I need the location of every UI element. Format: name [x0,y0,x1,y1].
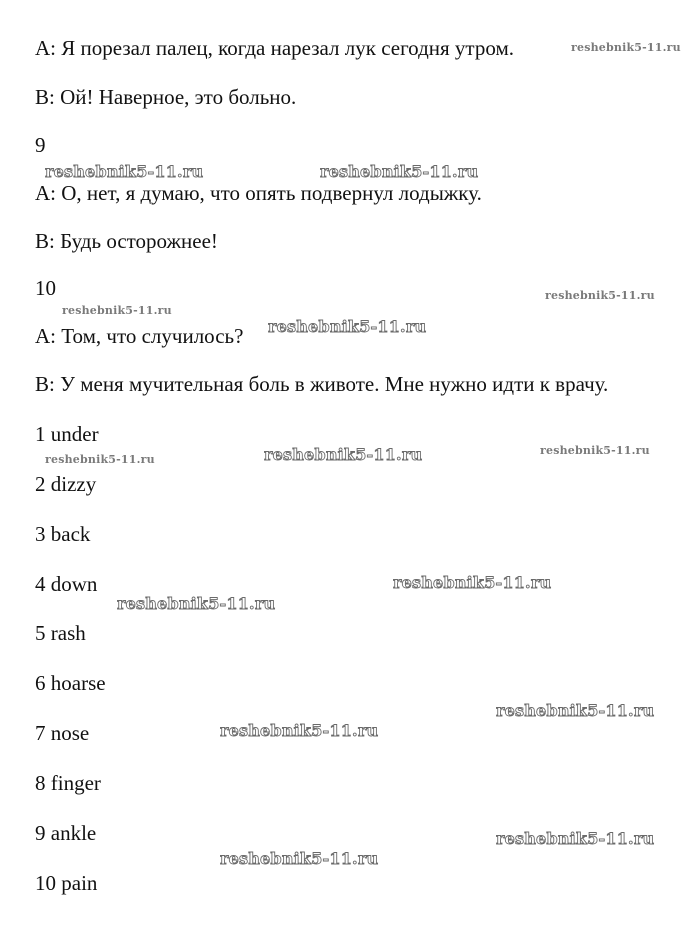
answer-item: 5 rash [35,621,86,645]
watermark: reshebnik5-11.ru [45,453,155,466]
watermark: reshebnik5-11.ru [220,721,379,740]
watermark: reshebnik5-11.ru [545,289,655,302]
answer-item: 2 dizzy [35,472,97,496]
answer-item: 8 finger [35,771,101,795]
answer-item: 4 down [35,572,98,596]
dialogue-line-b-ouch: B: Ой! Наверное, это больно. [35,85,297,109]
exercise-number-9: 9 [35,133,46,157]
watermark: reshebnik5-11.ru [62,304,172,317]
answer-item: 9 ankle [35,821,97,845]
watermark: reshebnik5-11.ru [45,162,204,181]
dialogue-line-a-ankle: A: О, нет, я думаю, что опять подвернул лодыжку. [35,181,482,205]
answer-item: 6 hoarse [35,671,106,695]
dialogue-line-a-tom: A: Том, что случилось? [35,324,244,348]
answer-item: 7 nose [35,721,90,745]
watermark: reshebnik5-11.ru [393,573,552,592]
dialogue-line-b-careful: B: Будь осторожнее! [35,229,218,253]
answer-item: 3 back [35,522,91,546]
watermark: reshebnik5-11.ru [264,445,423,464]
watermark: reshebnik5-11.ru [496,829,655,848]
watermark: reshebnik5-11.ru [320,162,479,181]
watermark: reshebnik5-11.ru [117,594,276,613]
answer-item: 10 pain [35,871,98,895]
watermark: reshebnik5-11.ru [540,444,650,457]
answer-item: 1 under [35,422,99,446]
watermark: reshebnik5-11.ru [496,701,655,720]
watermark: reshebnik5-11.ru [220,849,379,868]
dialogue-line-a-finger: A: Я порезал палец, когда нарезал лук сегодня утром. [35,36,514,60]
exercise-number-10: 10 [35,276,56,300]
watermark: reshebnik5-11.ru [571,41,681,54]
watermark: reshebnik5-11.ru [268,317,427,336]
dialogue-line-b-pain: B: У меня мучительная боль в животе. Мне нужно идти к врачу. [35,372,609,396]
